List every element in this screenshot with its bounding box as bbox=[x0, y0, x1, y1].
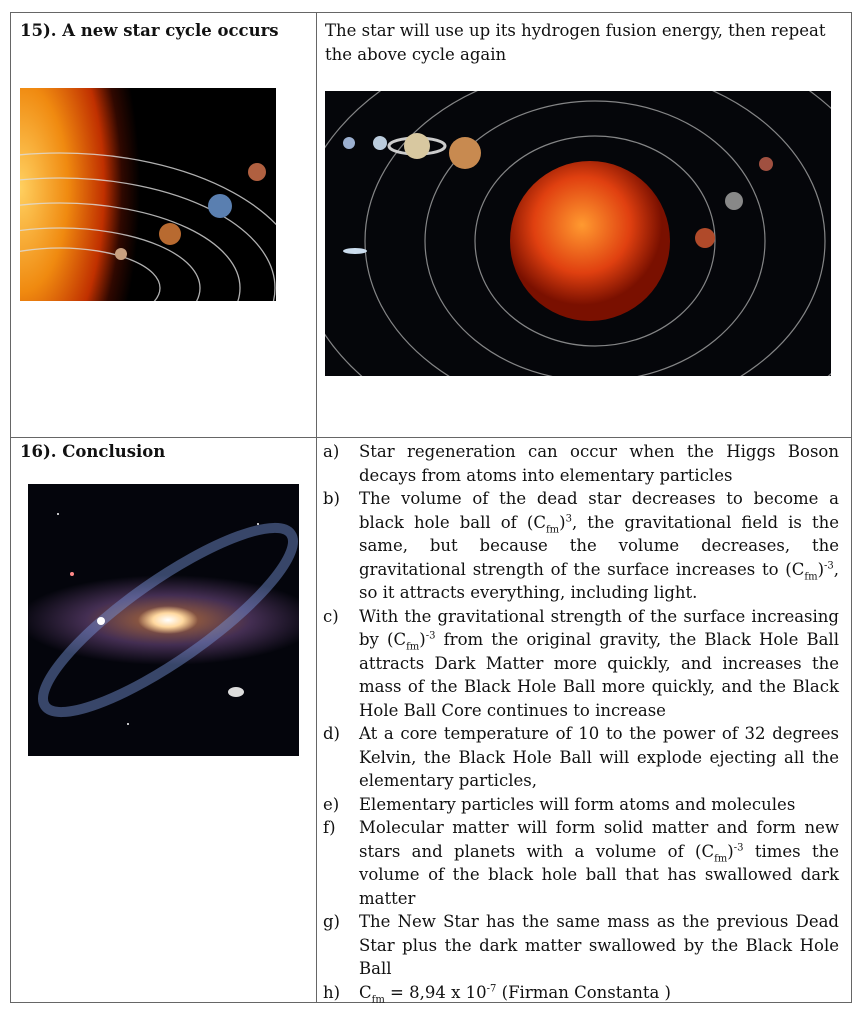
subscript-text: fm bbox=[804, 570, 818, 582]
text-segment: , the gravitational field is the same, but because the volume decreases, the gravitational strength of the surface increases to (C bbox=[359, 512, 839, 579]
item-label: c) bbox=[323, 606, 339, 626]
text-segment: from the original gravity, the Black Hole Ball attracts Dark Matter more quickly, and increases the mass of the Black Hole Ball more quickly, and the Black Hole Ball Core continues to increase bbox=[359, 630, 839, 720]
item-label: e) bbox=[323, 794, 340, 814]
text-segment: ) bbox=[817, 559, 824, 579]
conclusion-item bbox=[323, 487, 839, 605]
conclusion-item bbox=[323, 793, 839, 817]
content-table bbox=[10, 12, 852, 1003]
item-text bbox=[359, 440, 839, 487]
text-segment: (Firman Constanta ) bbox=[496, 982, 671, 1002]
item-text bbox=[359, 910, 839, 981]
item-label: f) bbox=[323, 818, 336, 837]
text-segment: With the gravitational strength of the surface increasing by (C bbox=[359, 606, 839, 649]
conclusion-item bbox=[323, 605, 839, 723]
andromeda-galaxy-image bbox=[28, 484, 299, 756]
item-text bbox=[359, 793, 839, 817]
subscript-text: fm bbox=[545, 523, 560, 535]
item-label: d) bbox=[323, 724, 340, 743]
subscript-text: fm bbox=[714, 852, 728, 864]
subscript-text: fm bbox=[371, 993, 385, 1005]
text-segment: , so it attracts everything, including light. bbox=[359, 559, 839, 602]
row15-description: The star will use up its hydrogen fusion energy, then repeat the above cycle again bbox=[325, 21, 826, 64]
text-segment: times the volume of the black hole ball that has swallowed dark matter bbox=[359, 841, 839, 908]
text-segment: ) bbox=[559, 512, 566, 532]
row16-heading: 16). Conclusion bbox=[20, 442, 166, 461]
solar-system-sun-image bbox=[20, 88, 276, 301]
supscript-text: -3 bbox=[733, 842, 744, 853]
text-segment: ) bbox=[419, 630, 426, 649]
conclusion-item bbox=[323, 910, 839, 981]
conclusion-list bbox=[323, 440, 839, 1004]
row15-heading: 15). A new star cycle occurs bbox=[20, 21, 279, 40]
supscript-text: 3 bbox=[565, 513, 572, 524]
text-segment: At a core temperature of 10 to the power of 32 degrees Kelvin, the Black Hole Ball will explode ejecting all the elementary particles, bbox=[359, 724, 839, 790]
text-segment: Molecular matter will form solid matter and form new stars and planets with a volume of (C bbox=[359, 818, 839, 861]
text-segment: The New Star has the same mass as the previous Dead Star plus the dark matter swallowed by the Black Hole Ball bbox=[359, 912, 839, 978]
text-segment: Star regeneration can occur when the Higgs Boson decays from atoms into elementary particles bbox=[359, 442, 839, 485]
text-segment: ) bbox=[727, 841, 734, 861]
item-text bbox=[359, 722, 839, 793]
text-segment: = 8,94 x 10 bbox=[384, 982, 487, 1002]
item-text bbox=[359, 981, 839, 1005]
item-label: g) bbox=[323, 912, 340, 931]
row-divider bbox=[11, 437, 851, 438]
supscript-text: -7 bbox=[486, 983, 497, 994]
item-text bbox=[359, 487, 839, 605]
supscript-text: -3 bbox=[824, 560, 834, 571]
text-segment: The volume of the dead star decreases to become a black hole ball of (C bbox=[359, 489, 839, 532]
text-segment: Elementary particles will form atoms and molecules bbox=[359, 794, 796, 814]
item-text bbox=[359, 816, 839, 910]
supscript-text: -3 bbox=[425, 630, 436, 642]
item-label: b) bbox=[323, 489, 340, 508]
conclusion-item bbox=[323, 440, 839, 487]
item-label: h) bbox=[323, 982, 341, 1002]
item-text bbox=[359, 605, 839, 723]
item-label: a) bbox=[323, 442, 340, 461]
conclusion-item bbox=[323, 722, 839, 793]
text-segment: C bbox=[359, 982, 372, 1002]
solar-system-image bbox=[325, 91, 831, 376]
column-divider bbox=[316, 13, 317, 1002]
conclusion-item bbox=[323, 981, 839, 1005]
subscript-text: fm bbox=[406, 641, 420, 653]
conclusion-item bbox=[323, 816, 839, 910]
